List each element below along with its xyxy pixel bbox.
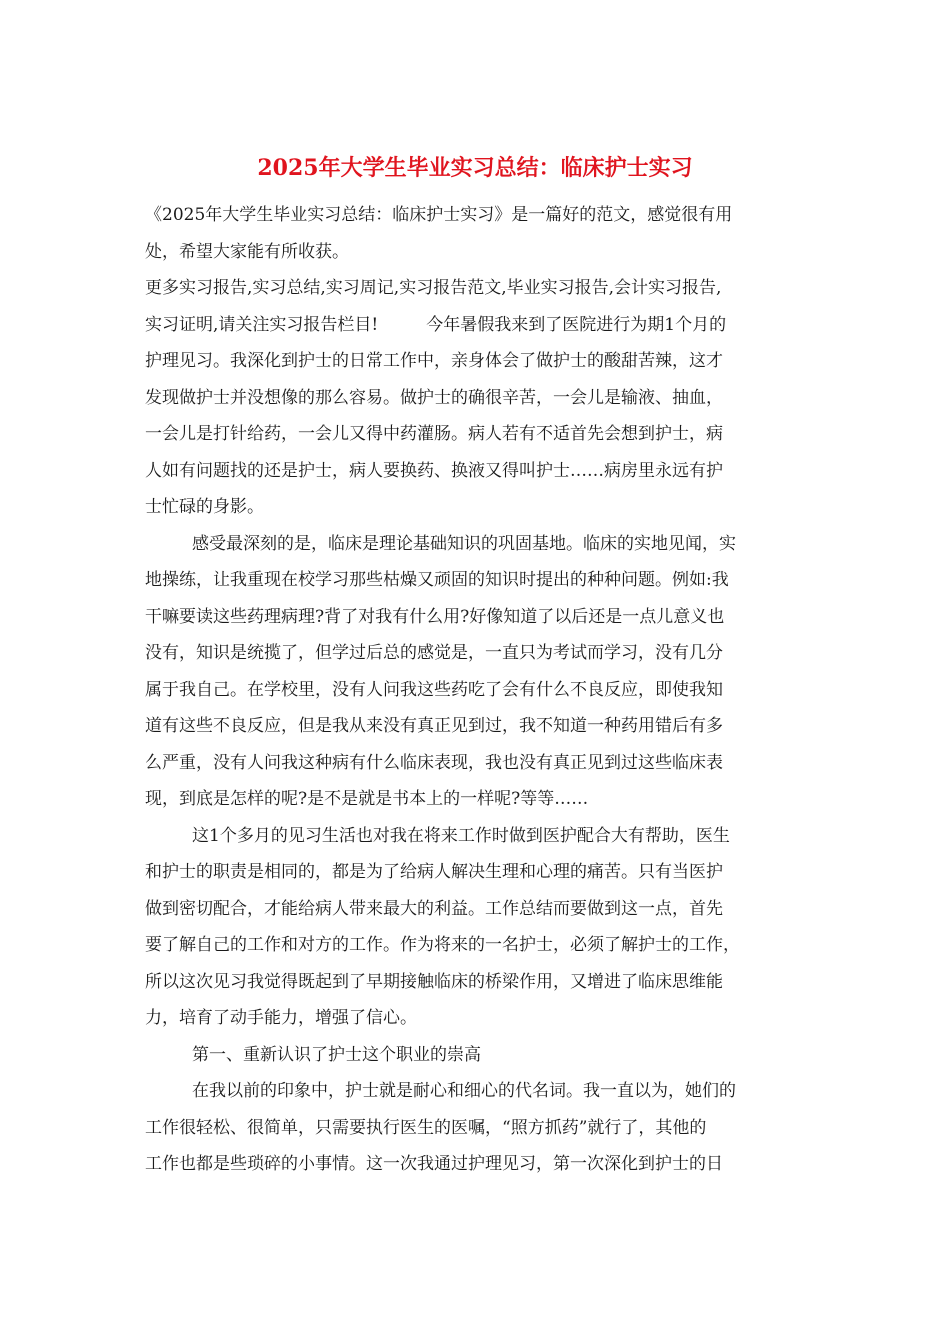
text-line: 和护士的职责是相同的，都是为了给病人解决生理和心理的痛苦。只有当医护 bbox=[145, 862, 723, 882]
text-line: 人如有问题找的还是护士，病人要换药、换液又得叫护士……病房里永远有护 bbox=[145, 460, 723, 481]
paragraph-start-line: 在我以前的印象中，护士就是耐心和细心的代名词。我一直以为，她们的 bbox=[192, 1081, 736, 1101]
text-line: 地操练，让我重现在校学习那些枯燥又顽固的知识时提出的种种问题。例如:我 bbox=[145, 570, 729, 590]
text-line: 道有这些不良反应，但是我从来没有真正见到过，我不知道一种药用错后有多 bbox=[145, 716, 723, 736]
text-line: 处，希望大家能有所收获。 bbox=[145, 241, 349, 262]
text-line: 士忙碌的身影。 bbox=[145, 497, 264, 517]
text-line: 一会儿是打针给药，一会儿又得中药灌肠。病人若有不适首先会想到护士，病 bbox=[145, 424, 723, 444]
text-line: 要了解自己的工作和对方的工作。作为将来的一名护士，必须了解护士的工作， bbox=[145, 935, 740, 955]
text-line: 力，培育了动手能力，增强了信心。 bbox=[145, 1008, 417, 1028]
text-line: 属于我自己。在学校里，没有人问我这些药吃了会有什么不良反应，即使我知 bbox=[145, 679, 723, 700]
text-line: 所以这次见习我觉得既起到了早期接触临床的桥梁作用，又增进了临床思维能 bbox=[145, 971, 723, 992]
text-line: 工作也都是些琐碎的小事情。这一次我通过护理见习，第一次深化到护士的日 bbox=[145, 1154, 723, 1174]
text-line: 工作很轻松、很简单，只需要执行医生的医嘱，“照方抓药”就行了，其他的 bbox=[145, 1117, 707, 1138]
text-line: 更多实习报告,实习总结,实习周记,实习报告范文,毕业实习报告,会计实习报告, bbox=[145, 278, 722, 298]
text-line: 没有，知识是统揽了，但学过后总的感觉是，一直只为考试而学习，没有几分 bbox=[145, 643, 723, 663]
text-segment: 实习证明,请关注实习报告栏目! bbox=[145, 314, 379, 335]
text-segment: 今年暑假我来到了医院进行为期1个月的 bbox=[426, 314, 727, 335]
section-heading: 第一、重新认识了护士这个职业的崇高 bbox=[192, 1044, 481, 1065]
text-line: 现，到底是怎样的呢?是不是就是书本上的一样呢?等等…… bbox=[145, 789, 589, 809]
paragraph-start-line: 感受最深刻的是，临床是理论基础知识的巩固基地。临床的实地见闻，实 bbox=[192, 533, 736, 554]
text-line: 做到密切配合，才能给病人带来最大的利益。工作总结而要做到这一点，首先 bbox=[145, 898, 723, 919]
document-title: 2025年大学生毕业实习总结：临床护士实习 bbox=[257, 155, 693, 181]
text-line-combined bbox=[145, 307, 815, 344]
paragraph-start-line: 这1个多月的见习生活也对我在将来工作时做到医护配合大有帮助，医生 bbox=[192, 825, 730, 846]
text-line: 发现做护士并没想像的那么容易。做护士的确很辛苦，一会儿是输液、抽血， bbox=[145, 387, 723, 408]
text-line: 护理见习。我深化到护士的日常工作中，亲身体会了做护士的酸甜苦辣，这才 bbox=[145, 351, 723, 371]
text-line: 么严重，没有人问我这种病有什么临床表现，我也没有真正见到过这些临床表 bbox=[145, 752, 723, 773]
text-line: 《2025年大学生毕业实习总结：临床护士实习》是一篇好的范文，感觉很有用 bbox=[145, 205, 733, 225]
document-body bbox=[145, 197, 815, 1183]
text-line: 干嘛要读这些药理病理?背了对我有什么用?好像知道了以后还是一点儿意义也 bbox=[145, 606, 725, 627]
